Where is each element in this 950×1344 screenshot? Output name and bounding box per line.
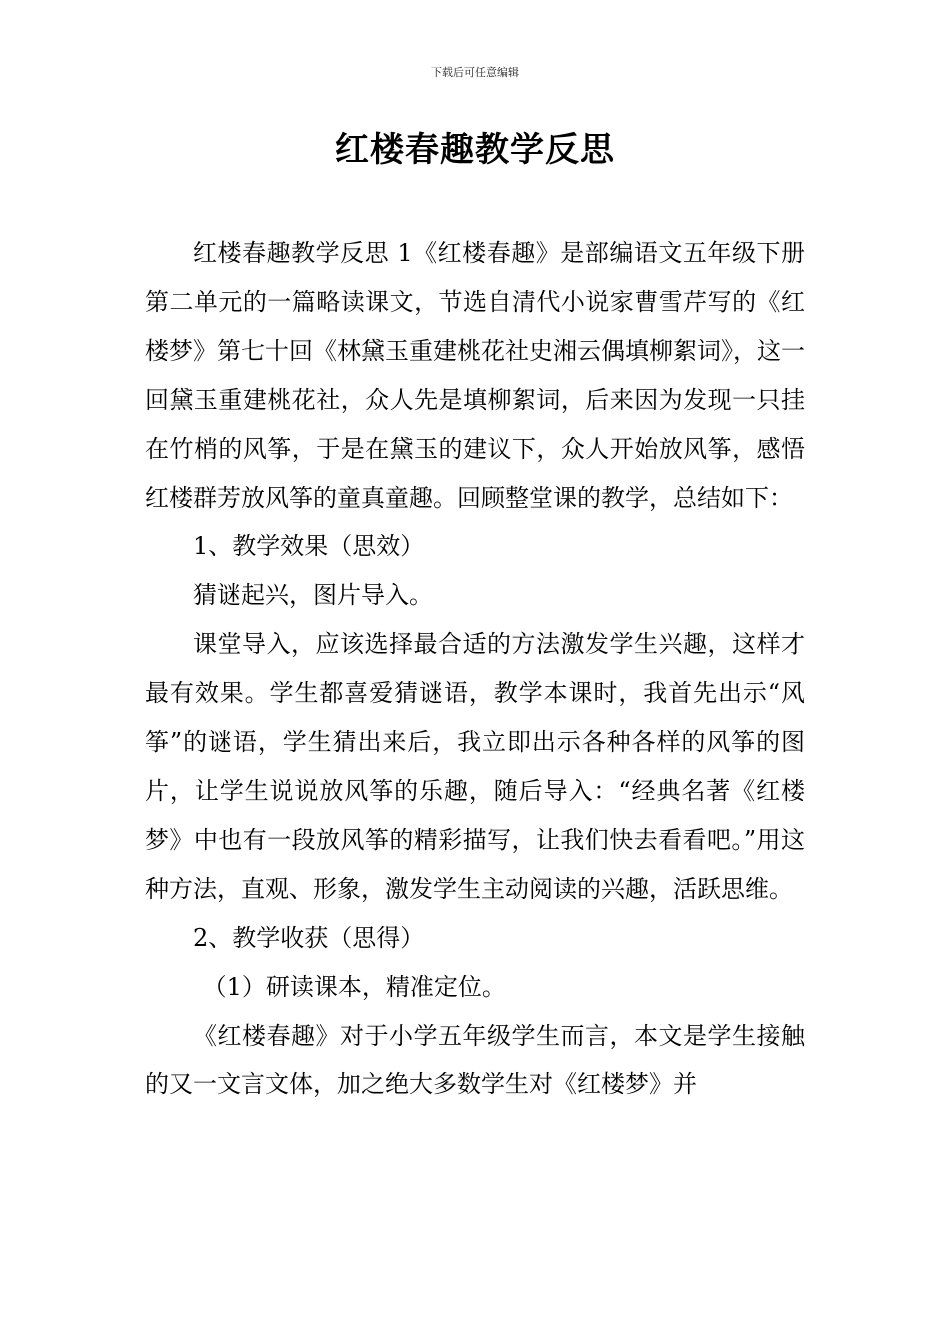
header-note: 下载后可任意编辑 bbox=[431, 66, 519, 79]
document-body bbox=[145, 229, 805, 1109]
paragraph-body-1: 课堂导入，应该选择最合适的方法激发学生兴趣，这样才最有效果。学生都喜爱猜谜语，教学本课时，我首先出示“风筝”的谜语，学生猜出来后，我立即出示各种各样的风筝的图片，让学生说说放风筝的乐趣，随后导入：“经典名著《红楼梦》中也有一段放风筝的精彩描写，让我们快去看看吧。”用这种方法，直观、形象，激发学生主动阅读的兴趣，活跃思维。 bbox=[145, 630, 805, 903]
paragraph-intro: 红楼春趣教学反思 1《红楼春趣》是部编语文五年级下册第二单元的一篇略读课文，节选自清代小说家曹雪芹写的《红楼梦》第七十回《林黛玉重建桃花社史湘云偶填柳絮词》，这一回黛玉重建桃花社，众人先是填柳絮词，后来因为发现一只挂在竹梢的风筝，于是在黛玉的建议下，众人开始放风筝，感悟红楼群芳放风筝的童真童趣。回顾整堂课的教学，总结如下： bbox=[145, 239, 805, 512]
paragraph-heading-2: 2、教学收获（思得） bbox=[193, 923, 425, 952]
paragraph-subheading-1: 猜谜起兴，图片导入。 bbox=[193, 581, 433, 610]
paragraph-heading-1: 1、教学效果（思效） bbox=[193, 532, 425, 561]
paragraph-subheading-2: （1）研读课本，精准定位。 bbox=[202, 972, 506, 1001]
document-title: 红楼春趣教学反思 bbox=[335, 130, 615, 170]
paragraph-body-2: 《红楼春趣》对于小学五年级学生而言，本文是学生接触的又一文言文体，加之绝大多数学生对《红楼梦》并 bbox=[145, 1021, 805, 1099]
